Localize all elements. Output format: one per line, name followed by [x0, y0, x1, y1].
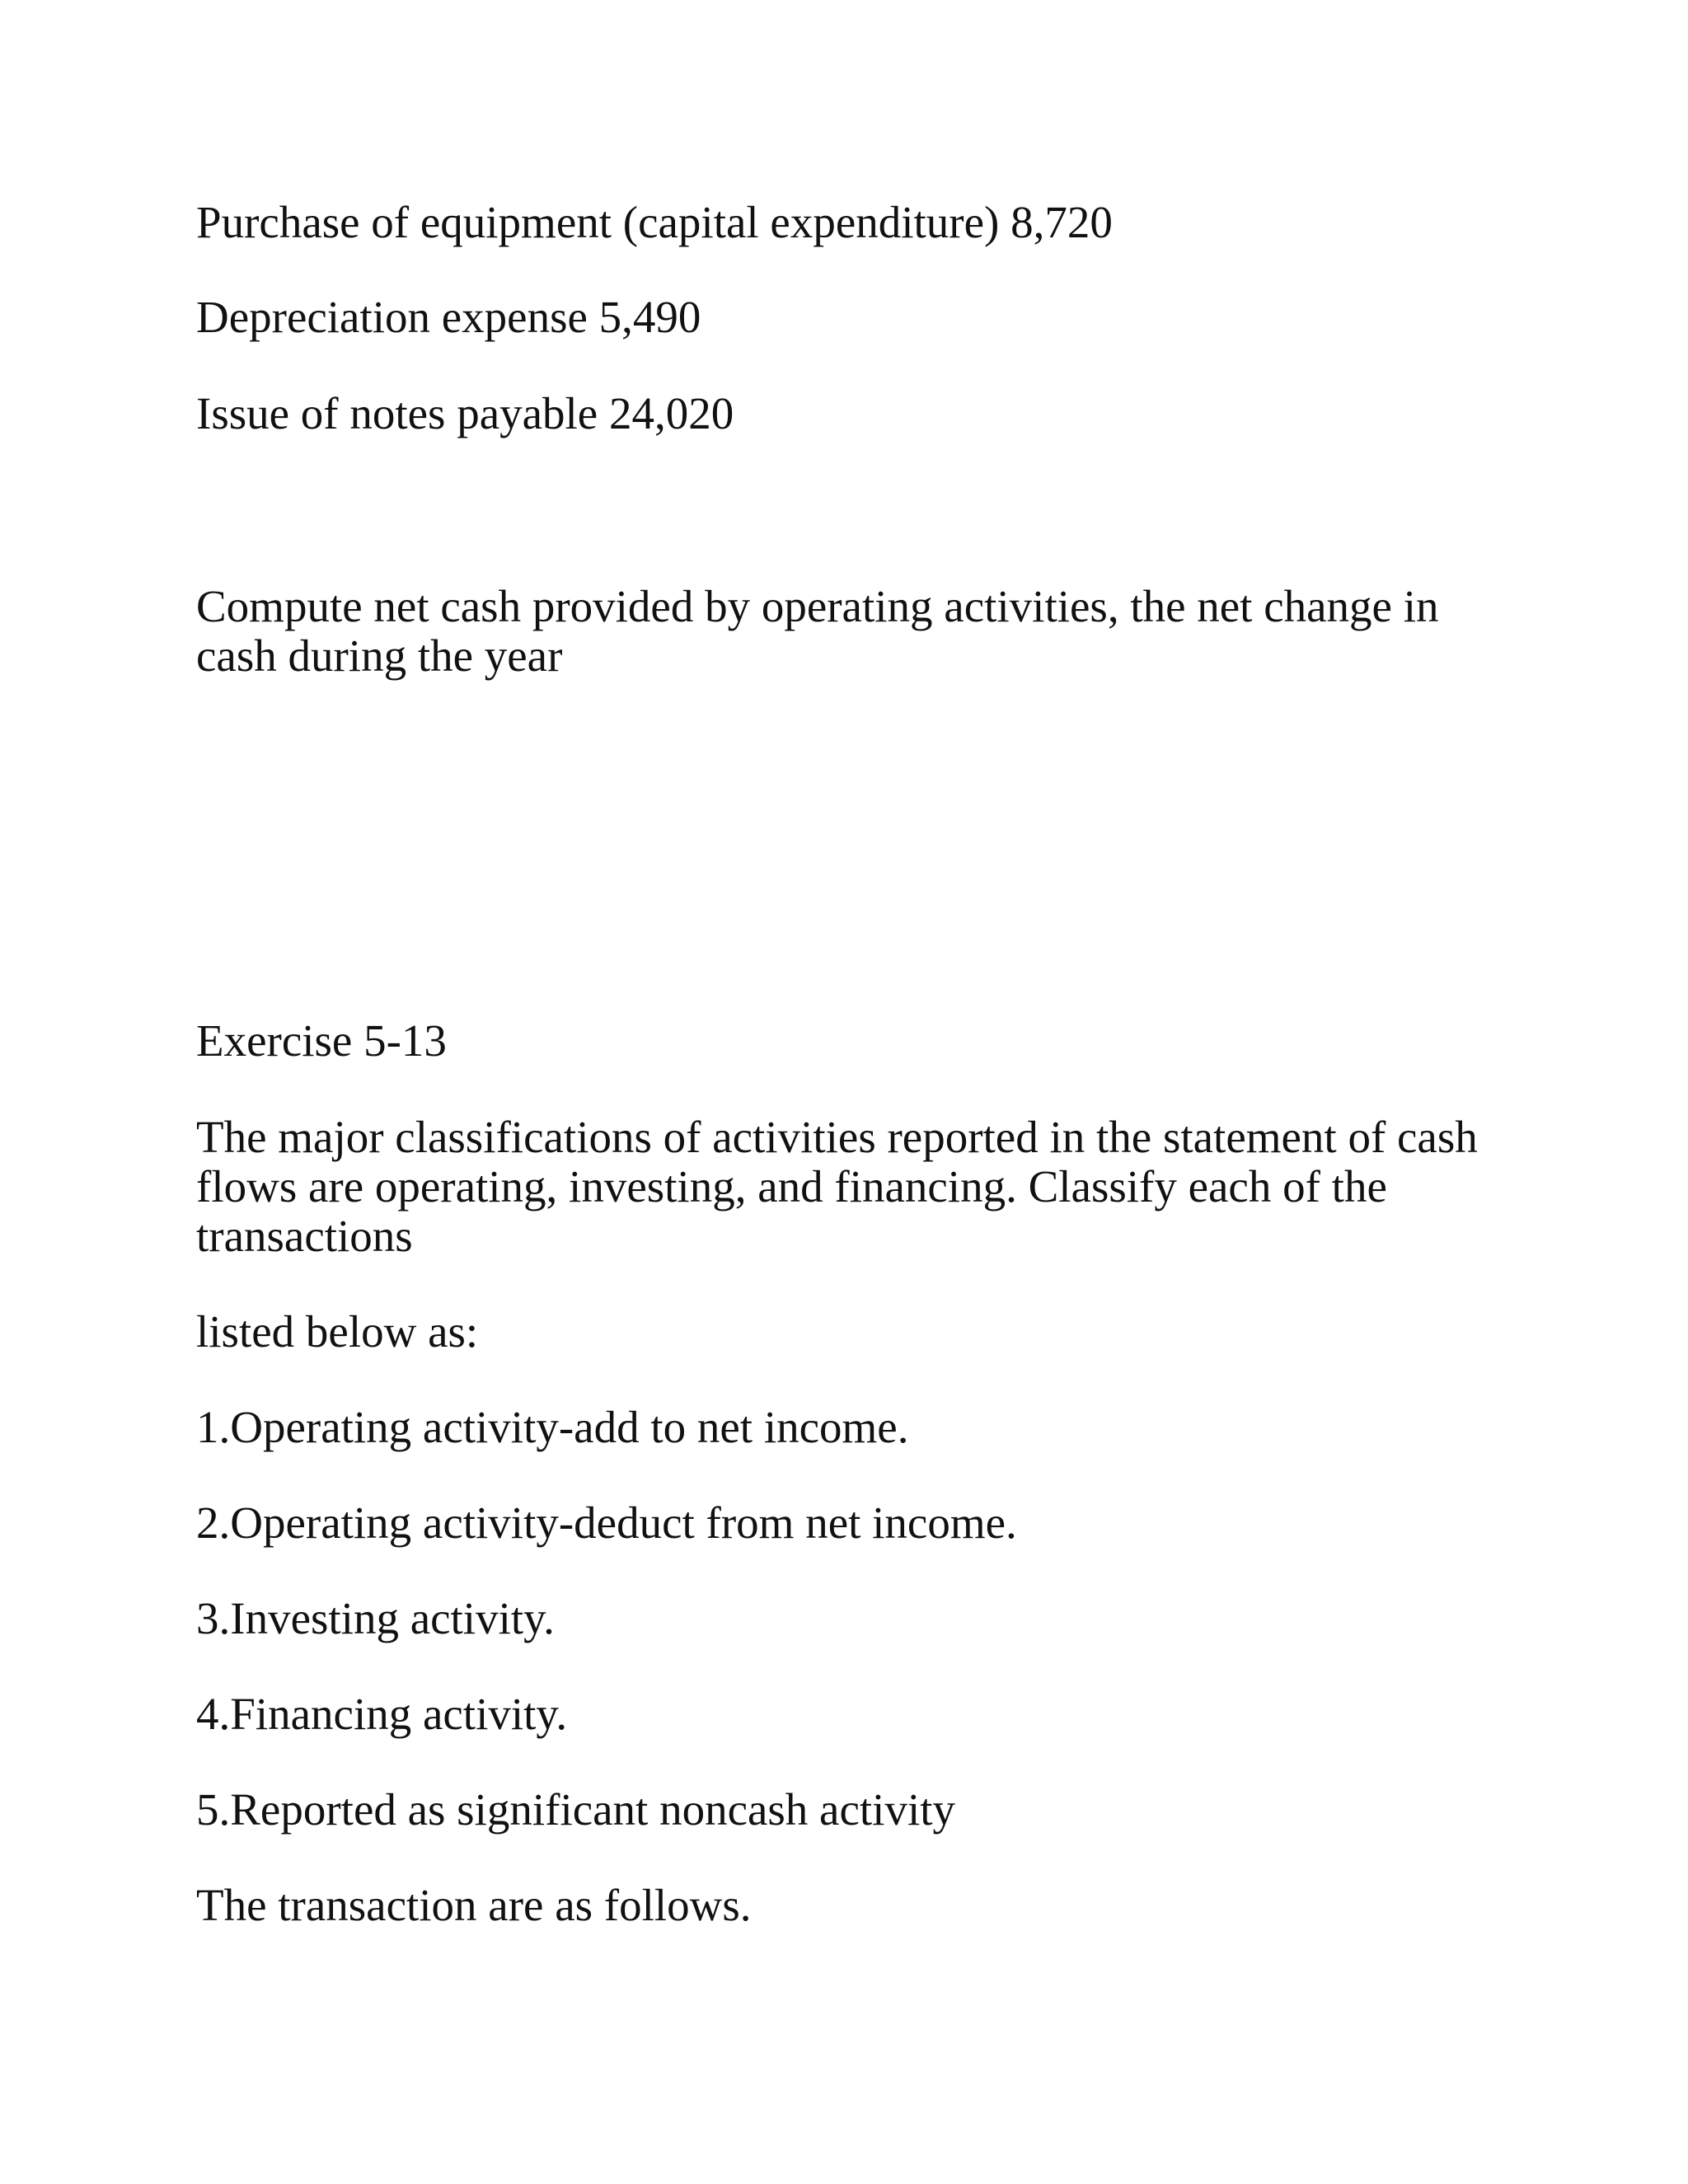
exercise-intro-line-3: transactions [196, 1211, 413, 1261]
exercise-title: Exercise 5-13 [196, 1015, 447, 1066]
question-line-1: Compute net cash provided by operating activities, the net change in [196, 581, 1439, 631]
exercise-intro-line-2: flows are operating, investing, and financing. Classify each of the [196, 1161, 1387, 1212]
exercise-listed-below: listed below as: [196, 1306, 479, 1357]
item-issue-notes-payable: Issue of notes payable 24,020 [196, 388, 734, 438]
option-investing: 3.Investing activity. [196, 1593, 555, 1643]
option-noncash: 5.Reported as significant noncash activity [196, 1784, 956, 1835]
exercise-intro-line-1: The major classifications of activities reported in the statement of cash [196, 1112, 1478, 1162]
option-operating-deduct: 2.Operating activity-deduct from net income. [196, 1497, 1017, 1548]
question-line-2: cash during the year [196, 630, 563, 681]
option-financing: 4.Financing activity. [196, 1689, 568, 1739]
item-depreciation-expense: Depreciation expense 5,490 [196, 292, 701, 342]
option-operating-add: 1.Operating activity-add to net income. [196, 1402, 909, 1452]
item-purchase-equipment: Purchase of equipment (capital expenditure) 8,720 [196, 197, 1113, 247]
exercise-closing: The transaction are as follows. [196, 1880, 752, 1930]
